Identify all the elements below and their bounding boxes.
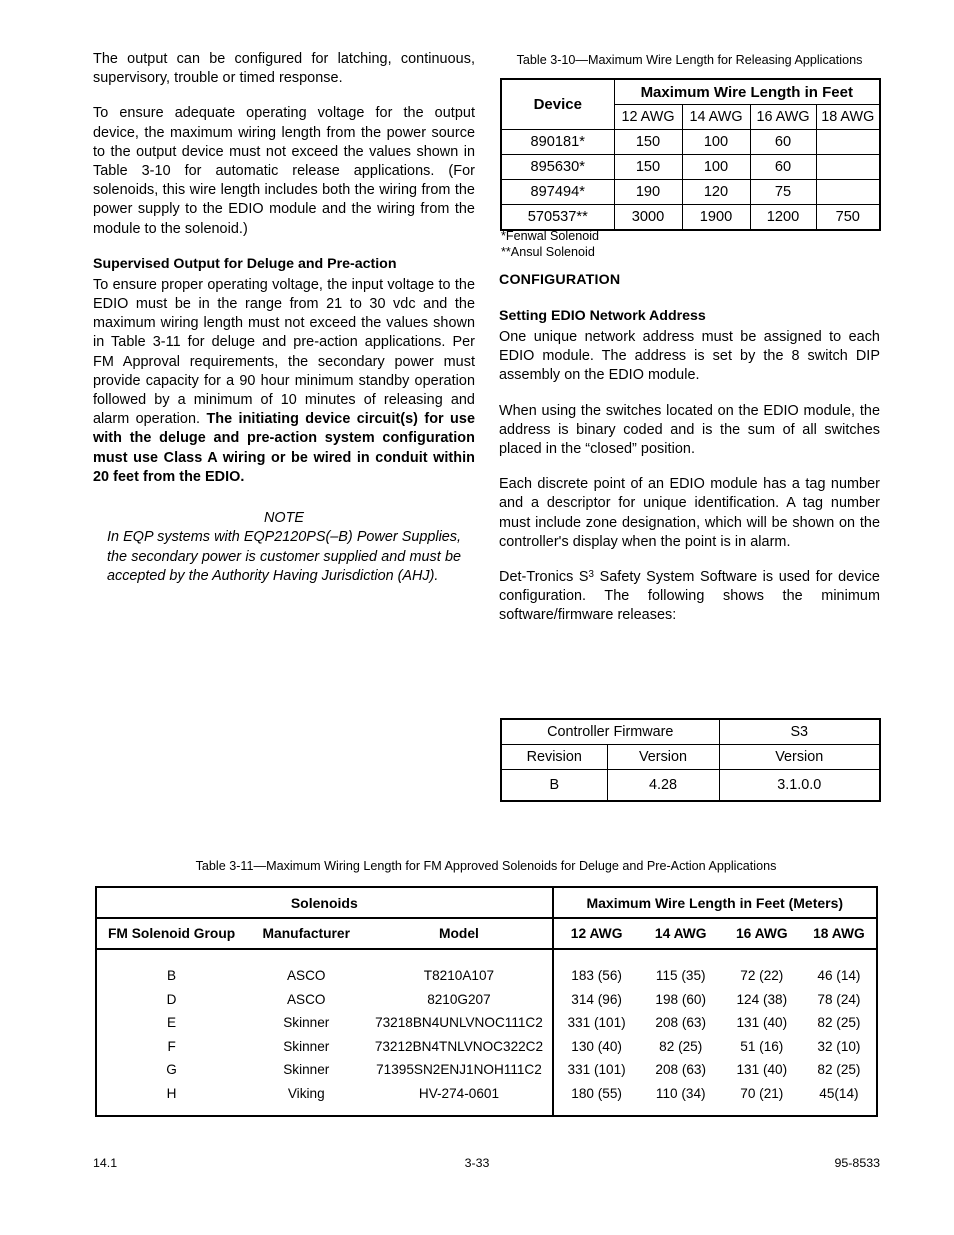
cell-col-14awg: 14 AWG xyxy=(682,105,750,130)
cell-solenoids-header: Solenoids xyxy=(96,887,553,918)
spacer-cell xyxy=(96,1105,246,1116)
cell-14awg: 208 (63) xyxy=(655,1015,707,1031)
cell-16awg: 131 (40) xyxy=(736,1015,788,1031)
spacer-cell xyxy=(802,949,877,964)
cell-model: T8210A107 xyxy=(366,964,552,988)
cell-12awg: 314 (96) xyxy=(571,991,622,1007)
table-spacer-row xyxy=(96,1105,877,1116)
spacer-cell xyxy=(246,949,366,964)
cell-12awg: 331 (101) xyxy=(567,1062,626,1078)
cell-12awg: 130 (40) xyxy=(571,1038,622,1054)
footer-document-number: 95-8533 xyxy=(834,1156,880,1170)
left-text-column xyxy=(93,50,475,587)
paragraph-output-config: The output can be configured for latching, continuous, supervisory, trouble or timed response. xyxy=(93,51,475,87)
cell-18awg xyxy=(816,180,880,205)
cell-manufacturer: Skinner xyxy=(283,1038,330,1054)
cell-16awg: 1200 xyxy=(750,205,816,231)
paragraph-supervised-output-normal: To ensure proper operating voltage, the input voltage to the EDIO must be in the range from 21 to 30 vdc and the maximum wiring length must not exceed the values shown in Table 3-11 for deluge and pre-action applications. Per FM Approval requirements, the secondary power must provide capacity for a 90 hour minimum standby operation followed by a minimum of 10 minutes of releasing and alarm operation. xyxy=(93,276,475,428)
table-row xyxy=(501,770,880,802)
cell-revision: B xyxy=(501,770,607,802)
table-row xyxy=(501,180,880,205)
cell-model: HV-274-0601 xyxy=(366,1082,552,1106)
cell-version: 4.28 xyxy=(607,770,719,802)
note-block xyxy=(93,509,475,587)
table-row xyxy=(96,1035,877,1059)
heading-setting-edio-network-address: Setting EDIO Network Address xyxy=(499,308,706,324)
cell-18awg: 750 xyxy=(816,205,880,231)
cell-14awg: 115 (35) xyxy=(655,968,706,984)
cell-14awg: 1900 xyxy=(682,205,750,231)
cell-14awg: 82 (25) xyxy=(659,1038,703,1054)
cell-12awg: 150 xyxy=(614,155,682,180)
cell-16awg: 131 (40) xyxy=(736,1062,788,1078)
cell-12awg: 150 xyxy=(614,130,682,155)
cell-col-12awg: 12 AWG xyxy=(553,918,640,949)
table-row xyxy=(501,205,880,231)
cell-16awg: 72 (22) xyxy=(740,968,784,984)
note-title: NOTE xyxy=(264,510,304,527)
cell-device: 890181* xyxy=(501,130,614,155)
table-row xyxy=(96,988,877,1012)
cell-18awg xyxy=(816,130,880,155)
heading-configuration: CONFIGURATION xyxy=(499,272,621,288)
cell-14awg: 100 xyxy=(682,155,750,180)
cell-14awg: 198 (60) xyxy=(655,991,707,1007)
cell-16awg: 60 xyxy=(750,130,816,155)
table-3-10-footnotes xyxy=(501,229,599,260)
cell-18awg: 78 (24) xyxy=(817,991,861,1007)
note-body: In EQP systems with EQP2120PS(–B) Power Supplies, the secondary power is customer supplied and must be accepted by the Authority Having Jurisdiction (AHJ). xyxy=(107,529,461,585)
cell-max-wire-length-header: Maximum Wire Length in Feet xyxy=(614,79,880,105)
cell-18awg: 82 (25) xyxy=(817,1015,861,1031)
cell-18awg: 32 (10) xyxy=(817,1038,861,1054)
paragraph-dip-switches: When using the switches located on the EDIO module, the address is binary coded and is the sum of all switches placed in the “closed” position. xyxy=(499,402,880,458)
cell-12awg: 190 xyxy=(614,180,682,205)
cell-s3-header: S3 xyxy=(719,719,880,745)
cell-fm-solenoid-group: E xyxy=(167,1015,177,1031)
cell-12awg: 180 (55) xyxy=(571,1085,622,1101)
cell-12awg: 3000 xyxy=(614,205,682,231)
table-3-10-caption: Table 3-10—Maximum Wire Length for Releasing Applications xyxy=(516,53,863,67)
cell-manufacturer: ASCO xyxy=(286,968,326,984)
table-row-header-group xyxy=(96,887,877,918)
spacer-cell xyxy=(553,1105,640,1116)
spacer-cell xyxy=(640,1105,722,1116)
cell-manufacturer: Skinner xyxy=(283,1062,330,1078)
paragraph-operating-voltage: To ensure adequate operating voltage for the output device, the maximum wiring length from the power source to the output device must not exceed the values shown in Table 3-10 for automatic release applications. (For solenoids, this wire length includes both the wiring from the power supply to the EDIO module and the wiring from the module to the solenoid.) xyxy=(93,105,475,237)
paragraph-s3-software-pre: Det-Tronics S xyxy=(499,569,589,586)
cell-col-s3-version: Version xyxy=(719,745,880,770)
cell-16awg: 70 (21) xyxy=(740,1085,784,1101)
cell-model: 71395SN2ENJ1NOH111C2 xyxy=(366,1058,552,1082)
cell-controller-firmware-header: Controller Firmware xyxy=(501,719,719,745)
cell-model: 8210G207 xyxy=(366,988,552,1012)
cell-manufacturer: ASCO xyxy=(286,991,326,1007)
footer-page-number: 3-33 xyxy=(464,1156,490,1170)
paragraph-discrete-point-tag: Each discrete point of an EDIO module has a tag number and a descriptor for unique identification. A tag number must include zone designation, which will be shown on the controller's display when the point is in alarm. xyxy=(499,476,880,550)
cell-device: 897494* xyxy=(501,180,614,205)
paragraph-s3-software xyxy=(499,568,880,626)
cell-model: 73218BN4UNLVNOC111C2 xyxy=(366,1011,552,1035)
spacer-cell xyxy=(722,949,802,964)
cell-device-header: Device xyxy=(501,79,614,130)
cell-col-fm-solenoid-group: FM Solenoid Group xyxy=(96,918,246,949)
spacer-cell xyxy=(96,949,246,964)
cell-12awg: 183 (56) xyxy=(571,968,622,984)
cell-fm-solenoid-group: H xyxy=(166,1085,177,1101)
cell-14awg: 100 xyxy=(682,130,750,155)
cell-col-version: Version xyxy=(607,745,719,770)
cell-col-manufacturer: Manufacturer xyxy=(246,918,366,949)
paragraph-s3-software-post: Safety System Software is used for device configuration. The following shows the minimum software/firmware releases: xyxy=(499,569,880,624)
cell-col-model: Model xyxy=(366,918,552,949)
superscript-three: 3 xyxy=(588,568,595,580)
cell-col-18awg: 18 AWG xyxy=(802,918,877,949)
footnote-ansul: **Ansul Solenoid xyxy=(501,244,595,259)
cell-col-16awg: 16 AWG xyxy=(722,918,802,949)
table-row-header-group xyxy=(501,719,880,745)
table-3-11 xyxy=(95,886,878,1117)
spacer-cell xyxy=(722,1105,802,1116)
footer-revision: 14.1 xyxy=(93,1156,118,1170)
table-row xyxy=(96,964,877,988)
cell-fm-solenoid-group: G xyxy=(166,1062,177,1078)
spacer-cell xyxy=(366,949,552,964)
table-row xyxy=(96,1058,877,1082)
cell-18awg: 82 (25) xyxy=(817,1062,861,1078)
cell-14awg: 120 xyxy=(682,180,750,205)
table-3-10 xyxy=(500,78,881,231)
cell-col-12awg: 12 AWG xyxy=(614,105,682,130)
cell-14awg: 208 (63) xyxy=(655,1062,707,1078)
table-row-header-columns xyxy=(96,918,877,949)
cell-12awg: 331 (101) xyxy=(567,1015,626,1031)
cell-manufacturer: Skinner xyxy=(283,1015,330,1031)
paragraph-supervised-output-bold: The initiating device circuit(s) for use with the deluge and pre-action system configuration must use Class A wiring or be wired in conduit within 20 feet from the EDIO. xyxy=(93,411,475,485)
spacer-cell xyxy=(553,949,640,964)
cell-col-16awg: 16 AWG xyxy=(750,105,816,130)
cell-18awg: 46 (14) xyxy=(817,968,861,984)
cell-fm-solenoid-group: D xyxy=(166,991,177,1007)
cell-s3-version: 3.1.0.0 xyxy=(719,770,880,802)
spacer-cell xyxy=(246,1105,366,1116)
table-row xyxy=(501,155,880,180)
cell-14awg: 110 (34) xyxy=(655,1085,706,1101)
table-row-header-group xyxy=(501,79,880,105)
footnote-fenwal: *Fenwal Solenoid xyxy=(501,229,600,243)
spacer-cell xyxy=(640,949,722,964)
table-row xyxy=(96,1082,877,1106)
cell-fm-solenoid-group: F xyxy=(167,1038,176,1054)
spacer-cell xyxy=(802,1105,877,1116)
paragraph-network-address: One unique network address must be assigned to each EDIO module. The address is set by the 8 switch DIP assembly on the EDIO module. xyxy=(499,329,880,384)
cell-model: 73212BN4TNLVNOC322C2 xyxy=(366,1035,552,1059)
cell-col-14awg: 14 AWG xyxy=(640,918,722,949)
cell-col-revision: Revision xyxy=(501,745,607,770)
cell-device: 895630* xyxy=(501,155,614,180)
cell-manufacturer: Viking xyxy=(287,1085,325,1101)
cell-device: 570537** xyxy=(501,205,614,231)
cell-16awg: 75 xyxy=(750,180,816,205)
table-row-header-columns xyxy=(501,745,880,770)
paragraph-supervised-output xyxy=(93,276,475,487)
table-row xyxy=(96,1011,877,1035)
spacer-cell xyxy=(366,1105,552,1116)
table-3-11-caption: Table 3-11—Maximum Wiring Length for FM Approved Solenoids for Deluge and Pre-Action Applications xyxy=(195,859,777,873)
cell-16awg: 51 (16) xyxy=(740,1038,784,1054)
table-row xyxy=(501,130,880,155)
cell-18awg: 45(14) xyxy=(819,1085,859,1101)
cell-col-18awg: 18 AWG xyxy=(816,105,880,130)
cell-max-wire-length-header: Maximum Wire Length in Feet (Meters) xyxy=(553,887,877,918)
cell-18awg xyxy=(816,155,880,180)
table-firmware-versions xyxy=(500,718,881,802)
table-spacer-row xyxy=(96,949,877,964)
heading-supervised-output: Supervised Output for Deluge and Pre-action xyxy=(93,255,397,272)
cell-16awg: 60 xyxy=(750,155,816,180)
cell-16awg: 124 (38) xyxy=(736,991,788,1007)
cell-fm-solenoid-group: B xyxy=(167,968,177,984)
